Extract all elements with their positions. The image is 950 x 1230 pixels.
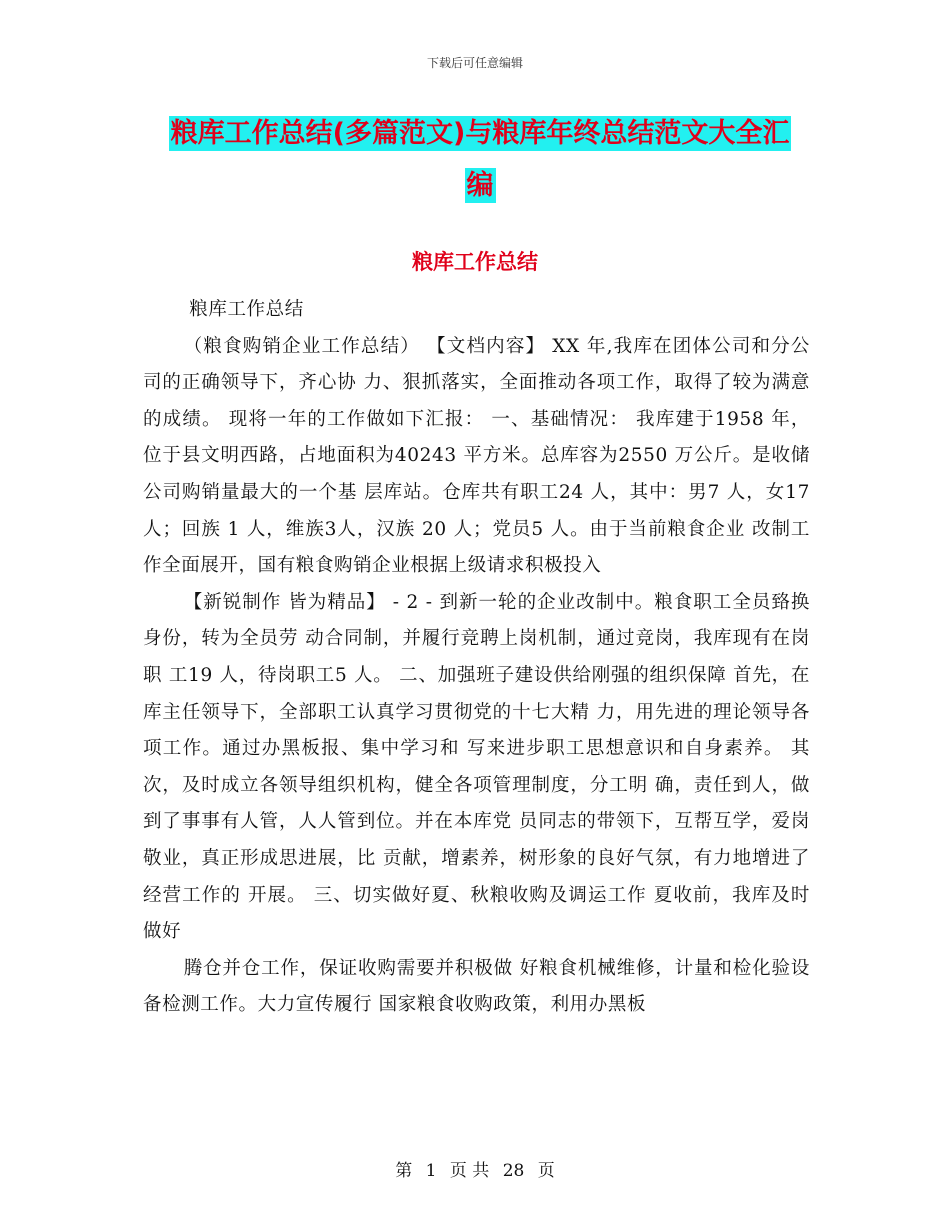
- footer-middle: 页 共: [449, 1161, 490, 1181]
- paragraph: 粮库工作总结: [189, 299, 304, 320]
- document-title-line2: 编: [466, 170, 494, 201]
- footer-suffix: 页: [537, 1161, 555, 1181]
- footer-total-pages: 28: [502, 1161, 525, 1181]
- header-note: 下载后可任意编辑: [426, 56, 523, 70]
- page-footer: [0, 1156, 950, 1181]
- paragraph: （粮食购销企业工作总结） 【文档内容】 XX 年,我库在团体公司和分公司的正确领导下，齐心协 力、狠抓落实，全面推动各项工作，取得了较为满意的成绩。 现将一年的工作做如下汇报： 一、基础情况： 我库建于1958 年，位于县文明西路，占地面积为40243 平方米。总库容为2550 万公斤。是收储公司购销量最大的一个基 层库站。仓库共有职工24 人，其中：男7 人，女17 人；回族 1 人，维族3人，汉族 20 人；党员5 人。由于当前粮食企业 改制工作全面展开，国有粮食购销企业根据上级请求积极投入: [143, 335, 810, 577]
- paragraph: 【新锐制作 皆为精品】 - 2 - 到新一轮的企业改制中。粮食职工全员臵换身份，转为全员劳 动合同制，并履行竞聘上岗机制，通过竞岗，我库现有在岗职 工19 人，待岗职工5 人。 二、加强班子建设供给刚强的组织保障 首先，在库主任领导下，全部职工认真学习贯彻党的十七大精 力，用先进的理论领导各项工作。通过办黑板报、集中学习和 写来进步职工思想意识和自身素养。 其次，及时成立各领导组织机构，健全各项管理制度，分工明 确，责任到人，做到了事事有人管，人人管到位。并在本库党 员同志的带领下，互帮互学，爱岗敬业，真正形成思进展，比 贡献，增素养，树形象的良好气氛，有力地增进了经营工作的 开展。 三、切实做好夏、秋粮收购及调运工作 夏收前，我库及时做好: [143, 591, 810, 943]
- footer-page-number: 1: [425, 1161, 437, 1181]
- document-title: [140, 108, 820, 212]
- body-text: [143, 292, 810, 1024]
- paragraph: 腾仓并仓工作，保证收购需要并积极做 好粮食机械维修，计量和检化验设备检测工作。大力宣传履行 国家粮食收购政策，利用办黑板: [143, 957, 810, 1016]
- section-title: 粮库工作总结: [412, 250, 538, 274]
- document-title-line1: 粮库工作总结(多篇范文)与粮库年终总结范文大全汇: [170, 118, 790, 149]
- footer-prefix: 第: [395, 1161, 413, 1181]
